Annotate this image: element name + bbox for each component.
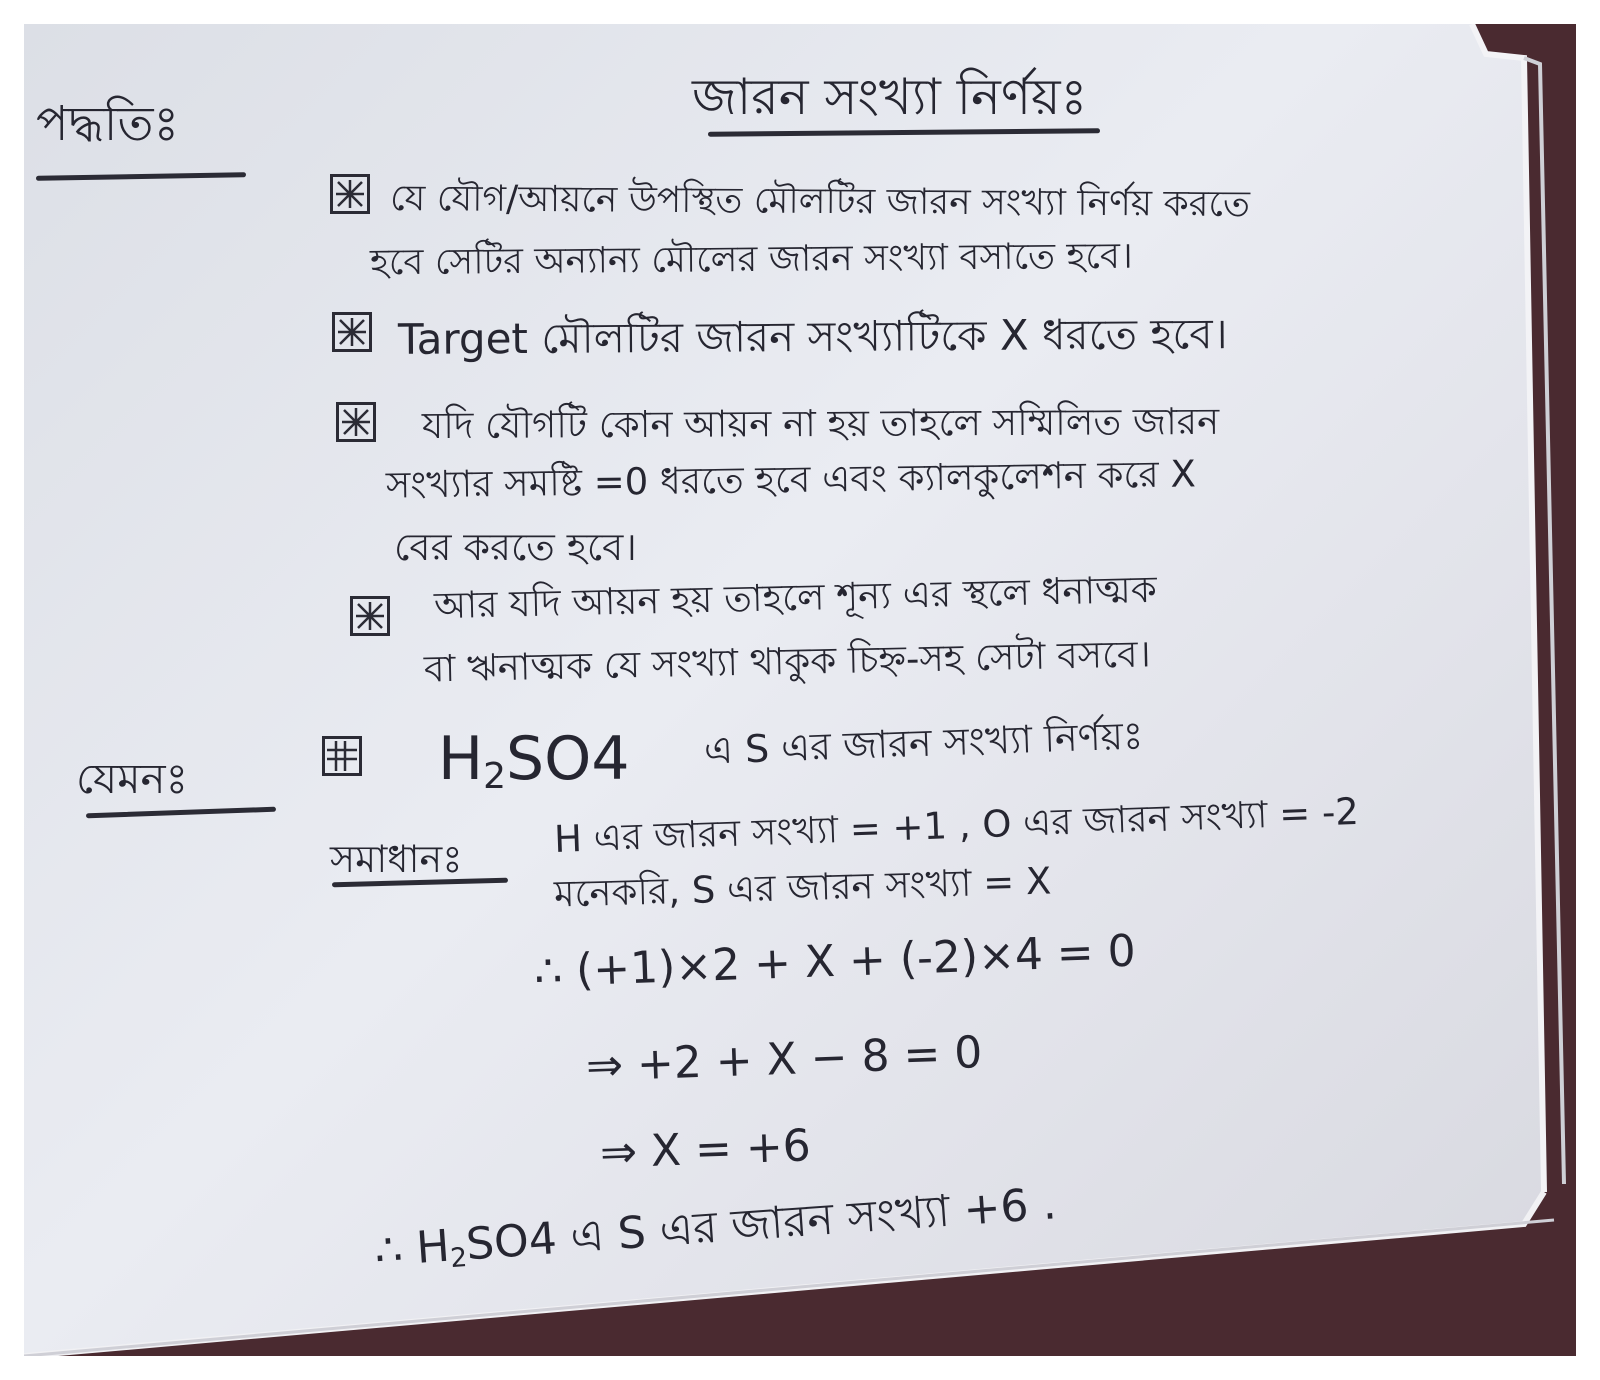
step-1-line-2: হবে সেটির অন্যান্য মৌলের জারন সংখ্যা বসাতে হবে। bbox=[369, 235, 1133, 284]
conclusion-h: H bbox=[414, 1220, 452, 1274]
step-3-line-2: সংখ্যার সমষ্টি =0 ধরতে হবে এবং ক্যালকুলেশন করে X bbox=[385, 452, 1197, 507]
conclusion-rest: SO4 এ S এর জারন সংখ্যা +6 . bbox=[464, 1178, 1059, 1271]
example-label: যেমনঃ bbox=[76, 754, 189, 803]
step-2-bullet-icon bbox=[332, 312, 372, 352]
formula-h: H bbox=[438, 724, 484, 794]
step-3-bullet-icon bbox=[336, 402, 376, 442]
conclusion-h-subscript: 2 bbox=[449, 1242, 469, 1275]
equation-2: ⇒ +2 + X − 8 = 0 bbox=[585, 1027, 984, 1092]
step-4-bullet-icon bbox=[350, 596, 390, 636]
step-1-bullet-icon bbox=[330, 174, 370, 214]
page-title: জারন সংখ্যা নির্ণয়ঃ bbox=[692, 68, 1088, 126]
method-label: পদ্ধতিঃ bbox=[36, 96, 180, 152]
step-2-line-1: Target মৌলটির জারন সংখ্যাটিকে X ধরতে হবে। bbox=[397, 309, 1228, 364]
step-1-line-1: যে যৌগ/আয়নে উপস্থিত মৌলটির জারন সংখ্যা নির্ণয় করতে bbox=[389, 177, 1251, 226]
formula-so4: SO4 bbox=[506, 724, 630, 794]
example-question: এ S এর জারন সংখ্যা নির্ণয়ঃ bbox=[703, 713, 1144, 773]
example-formula bbox=[438, 724, 630, 797]
example-grid-icon bbox=[322, 736, 362, 776]
formula-h-subscript: 2 bbox=[483, 756, 507, 797]
step-3-line-1: যদি যৌগটি কোন আয়ন না হয় তাহলে সম্মিলিত জারন bbox=[421, 399, 1220, 448]
solution-line-2: মনেকরি, S এর জারন সংখ্যা = X bbox=[553, 859, 1052, 916]
solution-line-1: H এর জারন সংখ্যা = +1 , O এর জারন সংখ্যা = -2 bbox=[553, 789, 1360, 862]
step-4-line-1: আর যদি আয়ন হয় তাহলে শূন্য এর স্থলে ধনাত্মক bbox=[433, 567, 1158, 628]
equation-3: ⇒ X = +6 bbox=[599, 1120, 812, 1179]
photo-frame bbox=[24, 24, 1576, 1356]
equation-1: ∴ (+1)×2 + X + (-2)×4 = 0 bbox=[533, 925, 1137, 998]
conclusion-therefore: ∴ bbox=[372, 1223, 405, 1277]
solution-label: সমাধানঃ bbox=[330, 837, 463, 881]
step-4-line-2: বা ঋনাত্মক যে সংখ্যা থাকুক চিহ্ন-সহ সেটা বসবে। bbox=[423, 632, 1152, 691]
step-3-line-3: বের করতে হবে। bbox=[394, 525, 637, 569]
